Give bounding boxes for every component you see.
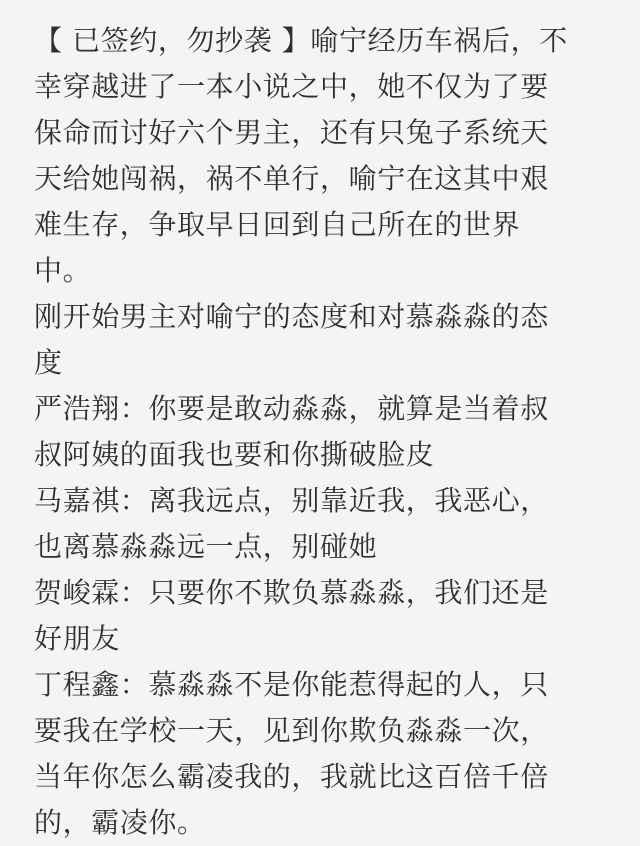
- text-line-9: 严浩翔：你要是敢动淼淼，就算是当着叔: [34, 392, 549, 425]
- text-line-10: 叔阿姨的面我也要和你撕破脸皮: [34, 438, 435, 471]
- text-line-4: 天给她闯祸，祸不单行，喻宁在这其中艰: [34, 162, 549, 195]
- text-line-14: 好朋友: [34, 622, 120, 655]
- text-line-1: 【 已签约，勿抄袭 】喻宁经历车祸后，不: [34, 24, 568, 57]
- text-line-2: 幸穿越进了一本小说之中，她不仅为了要: [34, 70, 549, 103]
- text-line-12: 也离慕淼淼远一点，别碰她: [34, 530, 378, 563]
- text-line-18: 的，霸凌你。: [34, 806, 206, 839]
- text-line-5: 难生存，争取早日回到自己所在的世界: [34, 208, 521, 241]
- text-line-17: 当年你怎么霸凌我的，我就比这百倍千倍: [34, 760, 549, 793]
- text-line-15: 丁程鑫：慕淼淼不是你能惹得起的人，只: [34, 668, 549, 701]
- text-line-3: 保命而讨好六个男主，还有只兔子系统天: [34, 116, 549, 149]
- text-line-16: 要我在学校一天，见到你欺负淼淼一次，: [34, 714, 549, 747]
- text-line-6: 中。: [34, 254, 92, 287]
- text-line-13: 贺峻霖：只要你不欺负慕淼淼，我们还是: [34, 576, 549, 609]
- text-line-8: 度: [34, 346, 63, 379]
- text-line-7: 刚开始男主对喻宁的态度和对慕淼淼的态: [34, 300, 549, 333]
- text-line-11: 马嘉祺：离我远点，别靠近我，我恶心，: [34, 484, 549, 517]
